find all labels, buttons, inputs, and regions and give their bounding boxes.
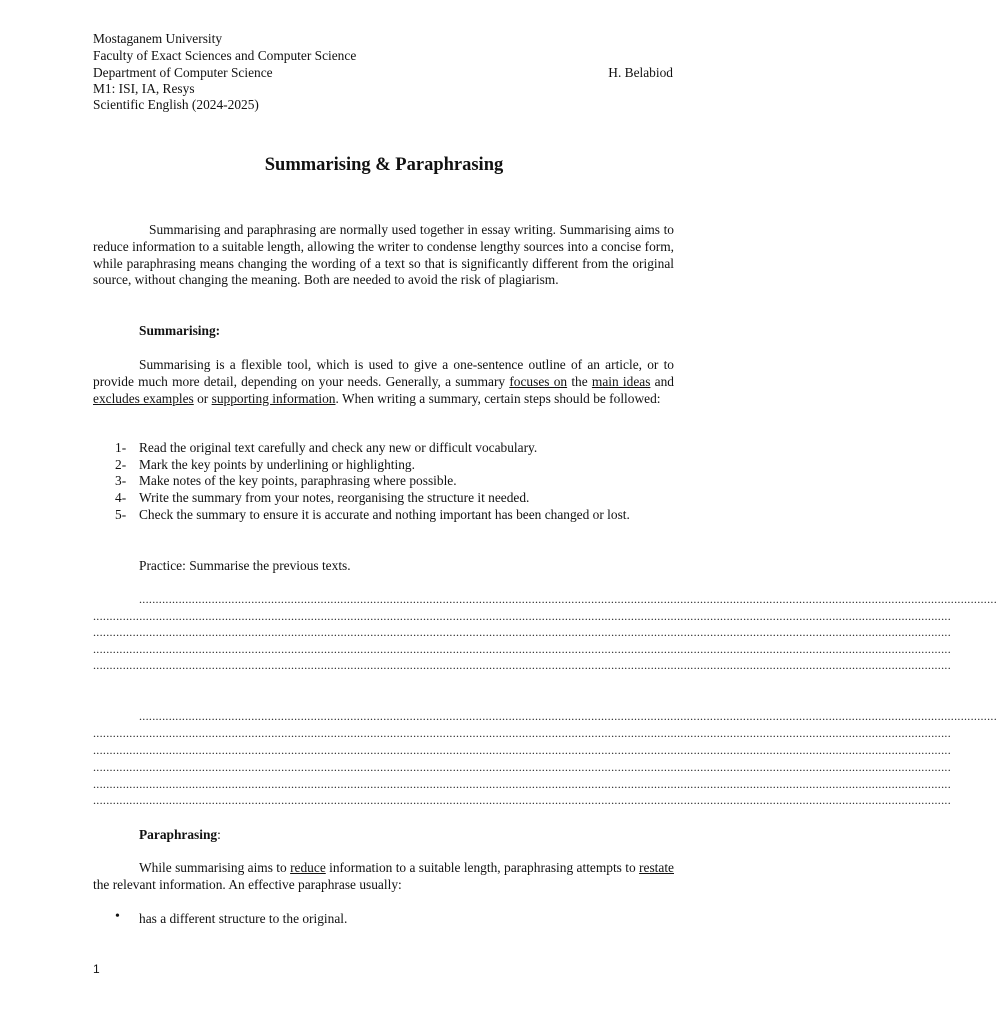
page-title: Summarising & Paraphrasing [264, 155, 504, 175]
list-number: 4- [115, 490, 127, 505]
answer-line-dots[interactable]: .................................................................................................................................................................................................................................................................... [139, 592, 997, 606]
summarising-heading: Summarising: [139, 323, 221, 338]
underline-reduce: reduce [290, 860, 326, 875]
page-number: 1 [93, 962, 100, 976]
paraphrasing-heading-wrap [139, 827, 221, 843]
list-number: 2- [115, 457, 127, 472]
summarising-text-3: or [193, 390, 212, 406]
answer-line-dots[interactable]: .................................................................................................................................................................................................................................................................... [93, 625, 951, 639]
underline-excludes-examples: excludes examples [93, 390, 194, 406]
underline-restate: restate [639, 860, 674, 875]
list-text: Write the summary from your notes, reorganising the structure it needed. [139, 490, 530, 505]
answer-line-dots[interactable]: .................................................................................................................................................................................................................................................................... [93, 760, 951, 774]
header-programme: M1: ISI, IA, Resys [93, 81, 195, 96]
list-text: Read the original text carefully and check any new or difficult vocabulary. [139, 440, 538, 455]
answer-line-dots[interactable]: .................................................................................................................................................................................................................................................................... [139, 709, 997, 723]
paraphrasing-text-a: While summarising aims to [139, 860, 291, 875]
answer-line-dots[interactable]: .................................................................................................................................................................................................................................................................... [93, 658, 951, 672]
bullet-dot-icon: • [115, 909, 120, 924]
answer-line-dots[interactable]: .................................................................................................................................................................................................................................................................... [93, 642, 951, 656]
header-author: H. Belabiod [608, 65, 673, 80]
answer-line-dots[interactable]: .................................................................................................................................................................................................................................................................... [93, 609, 951, 623]
paraphrasing-text-c: the relevant information. An effective paraphrase usually: [93, 876, 402, 892]
list-text: Check the summary to ensure it is accurate and nothing important has been changed or lost. [139, 507, 630, 522]
answer-line-dots[interactable]: .................................................................................................................................................................................................................................................................... [93, 743, 951, 757]
practice-instruction: Practice: Summarise the previous texts. [139, 558, 351, 573]
summarising-paragraph [93, 357, 674, 407]
header-university: Mostaganem University [93, 31, 223, 46]
list-number: 3- [115, 473, 127, 488]
header-course: Scientific English (2024-2025) [93, 97, 259, 112]
intro-paragraph: Summarising and paraphrasing are normally used together in essay writing. Summarising aims to reduce information to a suitable length, allowing the writer to condense lengthy sources into a concise form, while paraphrasing means changing the wording of a text so that is significantly different from the original source, without changing the meaning. Both are needed to avoid the risk of plagiarism. [93, 222, 674, 288]
answer-line-dots[interactable]: .................................................................................................................................................................................................................................................................... [93, 793, 951, 807]
underline-supporting-information: supporting information [211, 390, 336, 406]
answer-line-dots[interactable]: .................................................................................................................................................................................................................................................................... [93, 726, 951, 740]
summarising-text-1: the [567, 373, 592, 389]
answer-line-dots[interactable]: .................................................................................................................................................................................................................................................................... [93, 777, 951, 791]
list-number: 1- [115, 440, 127, 455]
bullet-text: has a different structure to the original. [139, 911, 348, 926]
paraphrasing-paragraph [93, 860, 674, 894]
paraphrasing-heading: Paraphrasing [139, 827, 218, 842]
summarising-text-start: Summarising is a flexible tool, which is used to give a one-sentence outline of an article, or to provide much more detail, depending on your needs. Generally, a summary [93, 357, 674, 389]
header-faculty: Faculty of Exact Sciences and Computer Science [93, 48, 357, 63]
header-department: Department of Computer Science [93, 65, 273, 80]
list-number: 5- [115, 507, 127, 522]
list-text: Make notes of the key points, paraphrasing where possible. [139, 473, 457, 488]
summarising-text-end: . When writing a summary, certain steps should be followed: [335, 390, 661, 406]
summarising-text-2: and [650, 373, 674, 389]
underline-focuses-on: focuses on [509, 373, 568, 389]
paraphrasing-text-b: information to a suitable length, paraphrasing attempts to [325, 860, 640, 875]
list-text: Mark the key points by underlining or highlighting. [139, 457, 415, 472]
underline-main-ideas: main ideas [591, 373, 651, 389]
paraphrasing-heading-colon: : [217, 827, 221, 842]
